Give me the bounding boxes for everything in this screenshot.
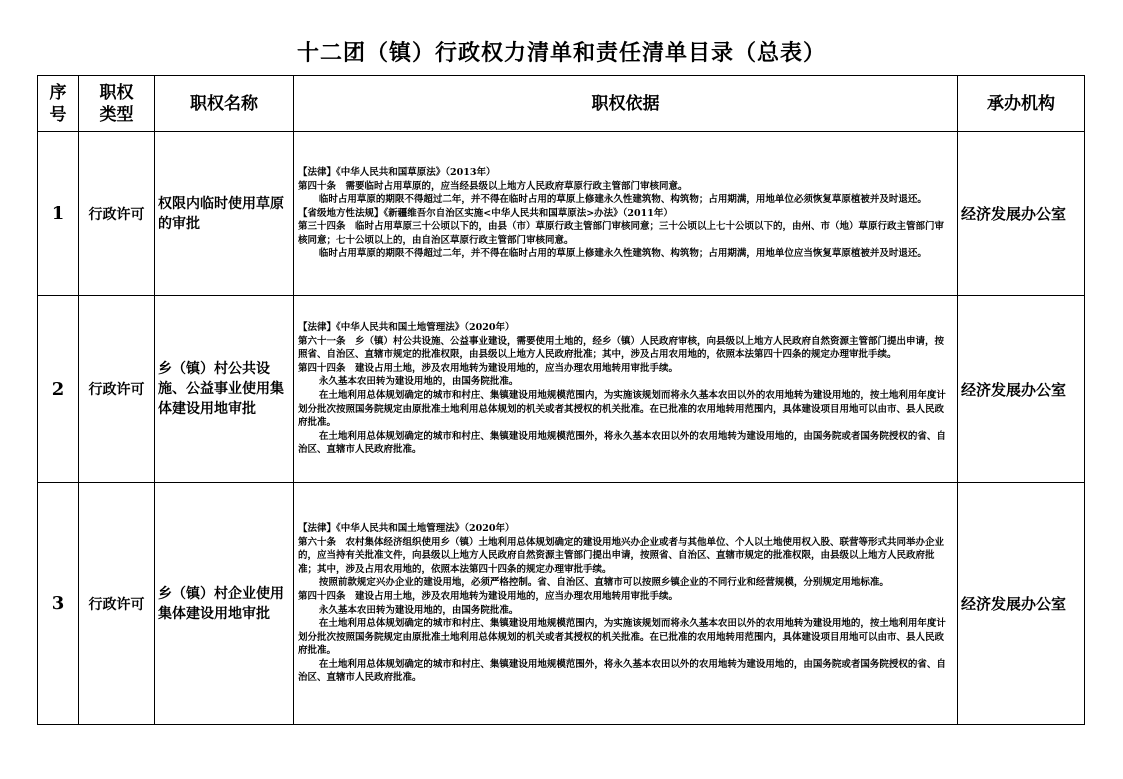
header-name: 职权名称 [155,76,294,132]
row-basis [294,132,958,296]
basis-line: 第三十四条 临时占用草原三十公顷以下的，由县（市）草原行政主管部门审核同意；三十公顷以上七十公顷以下的，由州、市（地）草原行政主管部门审核同意；七十公顷以上的，由自治区草原行政主管部门审核同意。 [298,221,945,246]
table-row [38,132,1085,296]
header-type: 职权类型 [79,76,155,132]
basis-line: 在土地利用总体规划确定的城市和村庄、集镇建设用地规模范围外，将永久基本农田以外的农用地转为建设用地的，由国务院或者国务院授权的省、自治区、直辖市人民政府批准。 [298,658,946,684]
basis-line: 永久基本农田转为建设用地的，由国务院批准。 [318,376,519,388]
basis-line: 【法律】《中华人民共和国土地管理法》（2020年） [298,322,515,334]
row-org: 经济发展办公室 [958,483,1085,725]
page-title: 十二团（镇）行政权力清单和责任清单目录（总表） [296,40,826,66]
basis-line: 在土地利用总体规划确定的城市和村庄、集镇建设用地规模范围内，为实施该规划而将永久基本农田以外的农用地转为建设用地的，按土地利用年度计划分批次按照国务院规定由原批准土地利用总体规划的机关或者其授权的机关批准。在已批准的农用地转用范围内，具体建设项目用地可以由市、县人民政府批准。 [298,390,946,429]
row-basis [294,483,958,725]
row-no: 2 [38,296,79,483]
basis-line: 第六十条 农村集体经济组织使用乡（镇）土地利用总体规划确定的建设用地兴办企业或者与其他单位、个人以土地使用权入股、联营等形式共同举办企业的，应当持有关批准文件，向县级以上地方人民政府自然资源主管部门提出申请，按照省、自治区、直辖市规定的批准权限，由县级以上地方人民政府批准；其中，涉及占用农用地的，依照本法第四十四条的规定办理审批手续。 [298,536,945,575]
header-org: 承办机构 [958,76,1085,132]
basis-line: 临时占用草原的期限不得超过二年，并不得在临时占用的草原上修建永久性建筑物、构筑物；占用期满，用地单位应当恢复草原植被并及时退还。 [318,248,927,260]
row-name: 权限内临时使用草原的审批 [155,132,294,296]
basis-line: 临时占用草原的期限不得超过二年，并不得在临时占用的草原上修建永久性建筑物、构筑物；占用期满，用地单位必须恢复草原植被并及时退还。 [318,194,927,206]
basis-line: 第四十四条 建设占用土地，涉及农用地转为建设用地的，应当办理农用地转用审批手续。 [298,362,679,374]
table-row [38,296,1085,483]
row-name: 乡（镇）村企业使用集体建设用地审批 [155,483,294,725]
basis-line: 第四十四条 建设占用土地，涉及农用地转为建设用地的，应当办理农用地转用审批手续。 [298,590,679,602]
row-org: 经济发展办公室 [958,132,1085,296]
basis-line: 【省级地方性法规】《新疆维吾尔自治区实施<中华人民共和国草原法>办法》（2011年） [298,207,673,219]
power-list-table [37,75,1085,725]
row-type: 行政许可 [79,483,155,725]
row-no: 1 [38,132,79,296]
row-no: 3 [38,483,79,725]
table-row [38,483,1085,725]
basis-line: 【法律】《中华人民共和国土地管理法》（2020年） [298,522,515,534]
basis-line: 永久基本农田转为建设用地的，由国务院批准。 [318,604,519,616]
basis-line: 在土地利用总体规划确定的城市和村庄、集镇建设用地规模范围外，将永久基本农田以外的农用地转为建设用地的，由国务院或者国务院授权的省、自治区、直辖市人民政府批准。 [298,430,946,456]
row-type: 行政许可 [79,132,155,296]
basis-line: 按照前款规定兴办企业的建设用地，必须严格控制。省、自治区、直辖市可以按照乡镇企业的不同行业和经营规模，分别规定用地标准。 [318,577,889,589]
row-type: 行政许可 [79,296,155,483]
basis-line: 第四十条 需要临时占用草原的，应当经县级以上地方人民政府草原行政主管部门审核同意。 [298,180,688,192]
header-row [38,76,1085,132]
basis-line: 【法律】《中华人民共和国草原法》（2013年） [298,166,496,178]
row-org: 经济发展办公室 [958,296,1085,483]
basis-line: 第六十一条 乡（镇）村公共设施、公益事业建设，需要使用土地的，经乡（镇）人民政府审核，向县级以上地方人民政府自然资源主管部门提出申请，按照省、自治区、直辖市规定的批准权限，由县级以上地方人民政府批准；其中，涉及占用农用地的，依照本法第四十四条的规定办理审批手续。 [298,335,945,361]
header-no: 序号 [38,76,79,132]
row-basis [294,296,958,483]
basis-line: 在土地利用总体规划确定的城市和村庄、集镇建设用地规模范围内，为实施该规划而将永久基本农田以外的农用地转为建设用地的，按土地利用年度计划分批次按照国务院规定由原批准土地利用总体规划的机关或者其授权的机关批准。在已批准的农用地转用范围内，具体建设项目用地可以由市、县人民政府批准。 [298,618,946,657]
row-name: 乡（镇）村公共设施、公益事业使用集体建设用地审批 [155,296,294,483]
header-basis: 职权依据 [294,76,958,132]
